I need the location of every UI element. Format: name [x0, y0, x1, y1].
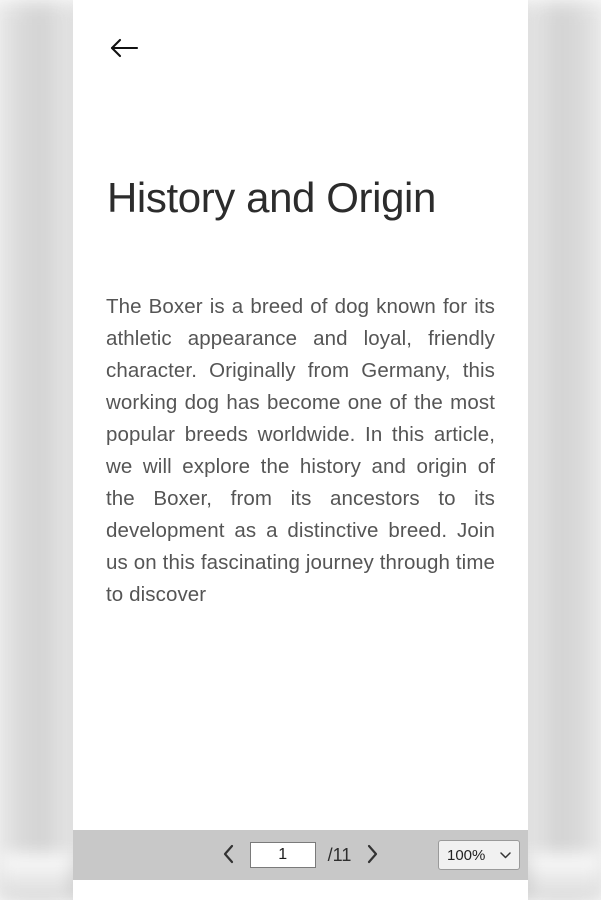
arrow-left-icon — [109, 36, 139, 60]
document-paragraph: The Boxer is a breed of dog known for its athletic appearance and loyal, friendly character. Originally from Germany, this working dog has become one of the most popular breeds worldwide. In this article, we will explore the history and origin of the Boxer, from its ancestors to its development as a distinctive breed. Join us on this fascinating journey through time to discover — [106, 295, 495, 607]
chevron-down-icon — [500, 851, 511, 859]
page-title: History and Origin — [107, 174, 436, 221]
zoom-level-value: 100% — [447, 846, 486, 864]
next-page-button[interactable] — [361, 842, 383, 868]
backdrop-right-blur — [527, 0, 601, 900]
page-number-input[interactable] — [250, 842, 316, 868]
chevron-left-icon — [222, 844, 235, 867]
page-total-label: /11 — [327, 844, 352, 865]
previous-page-button[interactable] — [218, 842, 240, 868]
zoom-level-select[interactable] — [438, 840, 520, 870]
document-toolbar — [73, 0, 528, 88]
back-button[interactable] — [102, 26, 146, 70]
document-content — [73, 88, 528, 611]
chevron-right-icon — [366, 844, 379, 867]
pager-controls — [218, 842, 384, 868]
document-page — [73, 0, 528, 900]
pdf-pager-toolbar — [73, 830, 528, 880]
backdrop-left-blur — [0, 0, 74, 900]
